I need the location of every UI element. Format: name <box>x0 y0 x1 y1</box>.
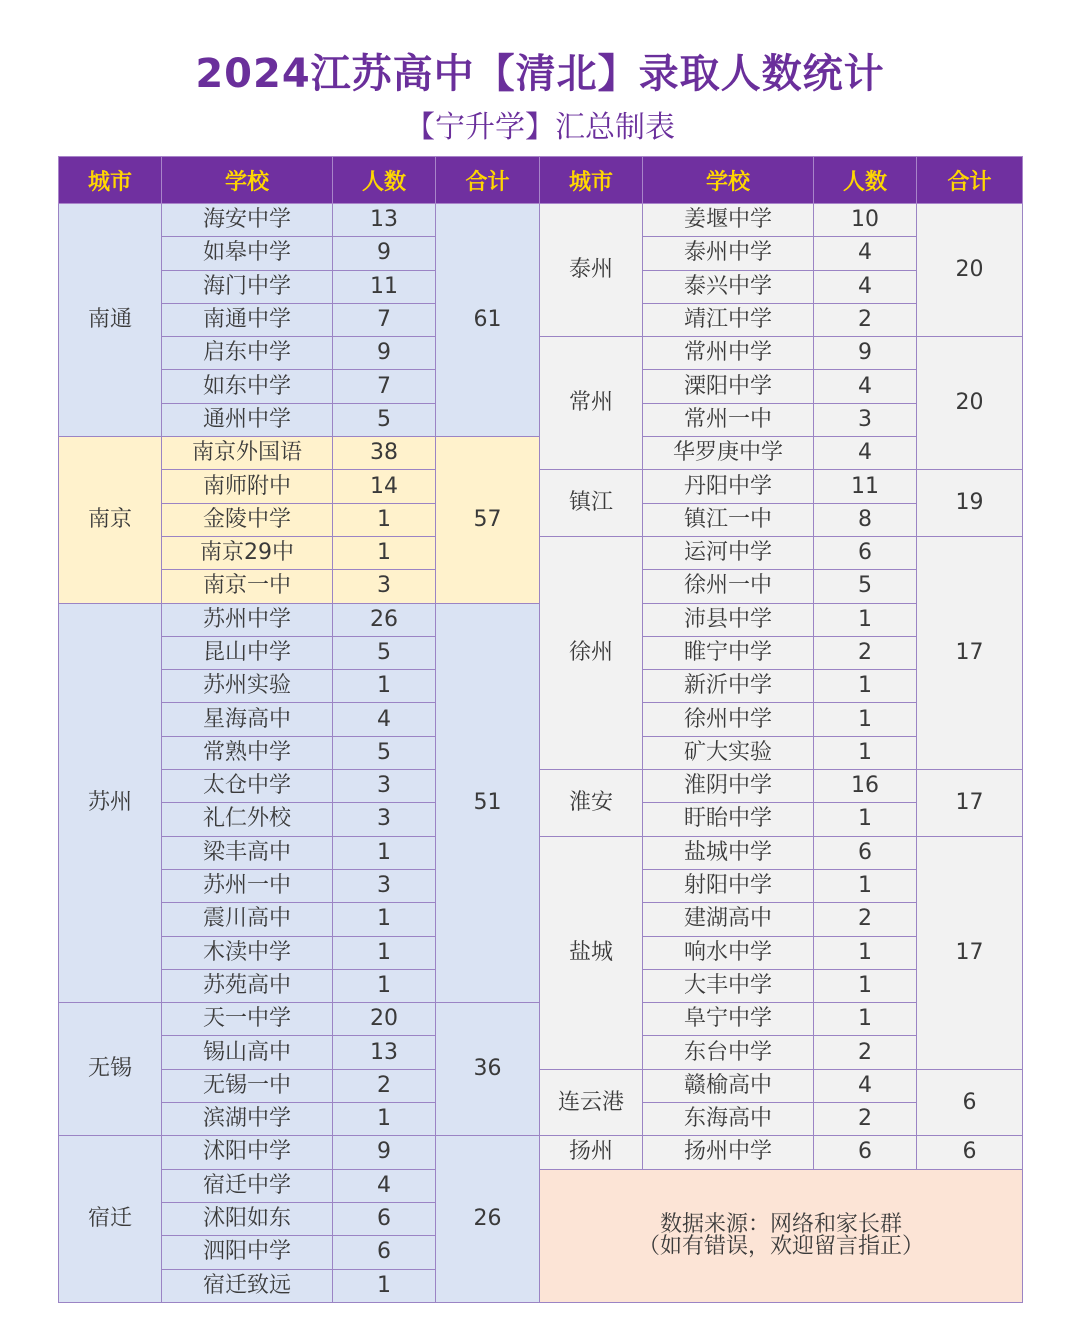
school-cell: 泰州中学 <box>643 237 814 270</box>
school-cell: 盐城中学 <box>643 836 814 869</box>
school-cell: 新沂中学 <box>643 670 814 703</box>
school-cell: 泗阳中学 <box>162 1236 333 1269</box>
school-cell: 苏苑高中 <box>162 969 333 1002</box>
school-cell: 姜堰中学 <box>643 204 814 237</box>
count-cell: 1 <box>333 836 436 869</box>
count-cell: 1 <box>333 903 436 936</box>
city-cell: 徐州 <box>540 536 643 769</box>
count-cell: 5 <box>333 636 436 669</box>
count-cell: 4 <box>814 237 917 270</box>
school-cell: 如皋中学 <box>162 237 333 270</box>
count-cell: 1 <box>814 936 917 969</box>
school-cell: 宿迁中学 <box>162 1169 333 1202</box>
count-cell: 1 <box>814 1003 917 1036</box>
count-cell: 4 <box>814 1069 917 1102</box>
table-row <box>59 470 1023 503</box>
school-cell: 苏州实验 <box>162 670 333 703</box>
table-row <box>59 1169 1023 1202</box>
total-cell: 17 <box>917 836 1023 1069</box>
header-school-right: 学校 <box>643 157 814 204</box>
header-school-left: 学校 <box>162 157 333 204</box>
page-subtitle: 【宁升学】汇总制表 <box>405 110 675 145</box>
count-cell: 9 <box>333 237 436 270</box>
school-cell: 无锡一中 <box>162 1069 333 1102</box>
school-cell: 星海高中 <box>162 703 333 736</box>
school-cell: 锡山高中 <box>162 1036 333 1069</box>
count-cell: 9 <box>333 1136 436 1169</box>
school-cell: 如东中学 <box>162 370 333 403</box>
city-cell: 盐城 <box>540 836 643 1069</box>
total-cell: 61 <box>436 204 540 437</box>
school-cell: 丹阳中学 <box>643 470 814 503</box>
count-cell: 4 <box>814 370 917 403</box>
total-cell: 51 <box>436 603 540 1003</box>
count-cell: 13 <box>333 204 436 237</box>
school-cell: 徐州一中 <box>643 570 814 603</box>
count-cell: 5 <box>333 403 436 436</box>
table-row <box>59 1069 1023 1102</box>
school-cell: 睢宁中学 <box>643 636 814 669</box>
city-cell: 镇江 <box>540 470 643 537</box>
count-cell: 6 <box>333 1236 436 1269</box>
school-cell: 阜宁中学 <box>643 1003 814 1036</box>
count-cell: 11 <box>814 470 917 503</box>
school-cell: 海安中学 <box>162 204 333 237</box>
page-title: 2024江苏高中【清北】录取人数统计 <box>195 51 885 97</box>
school-cell: 南京29中 <box>162 536 333 569</box>
total-cell: 36 <box>436 1003 540 1136</box>
count-cell: 3 <box>333 770 436 803</box>
school-cell: 天一中学 <box>162 1003 333 1036</box>
school-cell: 南京一中 <box>162 570 333 603</box>
school-cell: 滨湖中学 <box>162 1103 333 1136</box>
count-cell: 14 <box>333 470 436 503</box>
count-cell: 3 <box>333 570 436 603</box>
city-cell: 苏州 <box>59 603 162 1003</box>
school-cell: 南京外国语 <box>162 437 333 470</box>
count-cell: 6 <box>814 836 917 869</box>
count-cell: 1 <box>333 670 436 703</box>
count-cell: 3 <box>333 803 436 836</box>
school-cell: 赣榆高中 <box>643 1069 814 1102</box>
school-cell: 东台中学 <box>643 1036 814 1069</box>
school-cell: 东海高中 <box>643 1103 814 1136</box>
source-note-line1: 数据来源：网络和家长群 <box>659 1211 902 1237</box>
count-cell: 6 <box>814 536 917 569</box>
school-cell: 靖江中学 <box>643 303 814 336</box>
school-cell: 建湖高中 <box>643 903 814 936</box>
total-cell: 6 <box>917 1069 1023 1136</box>
school-cell: 太仓中学 <box>162 770 333 803</box>
count-cell: 7 <box>333 303 436 336</box>
count-cell: 2 <box>814 636 917 669</box>
header-city-right: 城市 <box>540 157 643 204</box>
total-cell: 17 <box>917 770 1023 837</box>
count-cell: 1 <box>814 736 917 769</box>
admission-table <box>58 156 1023 1303</box>
header-total-left: 合计 <box>436 157 540 204</box>
table-row <box>59 836 1023 869</box>
count-cell: 26 <box>333 603 436 636</box>
count-cell: 9 <box>333 337 436 370</box>
school-cell: 海门中学 <box>162 270 333 303</box>
school-cell: 通州中学 <box>162 403 333 436</box>
count-cell: 4 <box>333 703 436 736</box>
city-cell: 淮安 <box>540 770 643 837</box>
city-cell: 南通 <box>59 204 162 437</box>
header-count-left: 人数 <box>333 157 436 204</box>
count-cell: 4 <box>333 1169 436 1202</box>
total-cell: 17 <box>917 536 1023 769</box>
header-count-right: 人数 <box>814 157 917 204</box>
school-cell: 运河中学 <box>643 536 814 569</box>
count-cell: 1 <box>814 670 917 703</box>
school-cell: 南师附中 <box>162 470 333 503</box>
school-cell: 沭阳中学 <box>162 1136 333 1169</box>
table-row <box>59 536 1023 569</box>
count-cell: 10 <box>814 204 917 237</box>
city-cell: 常州 <box>540 337 643 470</box>
school-cell: 梁丰高中 <box>162 836 333 869</box>
header-city-left: 城市 <box>59 157 162 204</box>
count-cell: 6 <box>814 1136 917 1169</box>
city-cell: 扬州 <box>540 1136 643 1169</box>
school-cell: 泰兴中学 <box>643 270 814 303</box>
school-cell: 常州一中 <box>643 403 814 436</box>
school-cell: 华罗庚中学 <box>643 437 814 470</box>
school-cell: 启东中学 <box>162 337 333 370</box>
school-cell: 礼仁外校 <box>162 803 333 836</box>
count-cell: 11 <box>333 270 436 303</box>
count-cell: 2 <box>814 1036 917 1069</box>
total-cell: 19 <box>917 470 1023 537</box>
count-cell: 8 <box>814 503 917 536</box>
school-cell: 常州中学 <box>643 337 814 370</box>
total-cell: 6 <box>917 1136 1023 1169</box>
count-cell: 9 <box>814 337 917 370</box>
count-cell: 1 <box>333 503 436 536</box>
school-cell: 沛县中学 <box>643 603 814 636</box>
total-cell: 20 <box>917 204 1023 337</box>
school-cell: 溧阳中学 <box>643 370 814 403</box>
table-row <box>59 337 1023 370</box>
city-cell: 泰州 <box>540 204 643 337</box>
school-cell: 响水中学 <box>643 936 814 969</box>
count-cell: 1 <box>814 803 917 836</box>
table-row <box>59 204 1023 237</box>
count-cell: 5 <box>333 736 436 769</box>
school-cell: 徐州中学 <box>643 703 814 736</box>
count-cell: 7 <box>333 370 436 403</box>
school-cell: 苏州中学 <box>162 603 333 636</box>
school-cell: 镇江一中 <box>643 503 814 536</box>
count-cell: 1 <box>333 1103 436 1136</box>
school-cell: 苏州一中 <box>162 869 333 902</box>
count-cell: 3 <box>333 869 436 902</box>
school-cell: 昆山中学 <box>162 636 333 669</box>
city-cell: 宿迁 <box>59 1136 162 1302</box>
count-cell: 5 <box>814 570 917 603</box>
total-cell: 26 <box>436 1136 540 1302</box>
count-cell: 13 <box>333 1036 436 1069</box>
city-cell: 连云港 <box>540 1069 643 1136</box>
source-note <box>540 1169 1023 1302</box>
school-cell: 射阳中学 <box>643 869 814 902</box>
count-cell: 6 <box>333 1202 436 1235</box>
count-cell: 4 <box>814 270 917 303</box>
school-cell: 矿大实验 <box>643 736 814 769</box>
count-cell: 1 <box>814 969 917 1002</box>
count-cell: 1 <box>814 703 917 736</box>
school-cell: 南通中学 <box>162 303 333 336</box>
school-cell: 扬州中学 <box>643 1136 814 1169</box>
city-cell: 南京 <box>59 437 162 603</box>
table-row <box>59 1136 1023 1169</box>
count-cell: 1 <box>814 869 917 902</box>
school-cell: 沭阳如东 <box>162 1202 333 1235</box>
count-cell: 2 <box>814 1103 917 1136</box>
count-cell: 38 <box>333 437 436 470</box>
header-row <box>59 157 1023 204</box>
table-row <box>59 770 1023 803</box>
school-cell: 宿迁致远 <box>162 1269 333 1302</box>
count-cell: 1 <box>333 969 436 1002</box>
count-cell: 1 <box>333 936 436 969</box>
school-cell: 大丰中学 <box>643 969 814 1002</box>
count-cell: 1 <box>814 603 917 636</box>
city-cell: 无锡 <box>59 1003 162 1136</box>
count-cell: 2 <box>814 903 917 936</box>
count-cell: 2 <box>814 303 917 336</box>
school-cell: 木渎中学 <box>162 936 333 969</box>
total-cell: 57 <box>436 437 540 603</box>
source-note-line2: （如有错误，欢迎留言指正） <box>637 1233 924 1259</box>
count-cell: 1 <box>333 1269 436 1302</box>
count-cell: 3 <box>814 403 917 436</box>
school-cell: 淮阴中学 <box>643 770 814 803</box>
school-cell: 金陵中学 <box>162 503 333 536</box>
count-cell: 1 <box>333 536 436 569</box>
school-cell: 常熟中学 <box>162 736 333 769</box>
count-cell: 16 <box>814 770 917 803</box>
header-total-right: 合计 <box>917 157 1023 204</box>
count-cell: 4 <box>814 437 917 470</box>
count-cell: 20 <box>333 1003 436 1036</box>
school-cell: 盱眙中学 <box>643 803 814 836</box>
school-cell: 震川高中 <box>162 903 333 936</box>
count-cell: 2 <box>333 1069 436 1102</box>
total-cell: 20 <box>917 337 1023 470</box>
